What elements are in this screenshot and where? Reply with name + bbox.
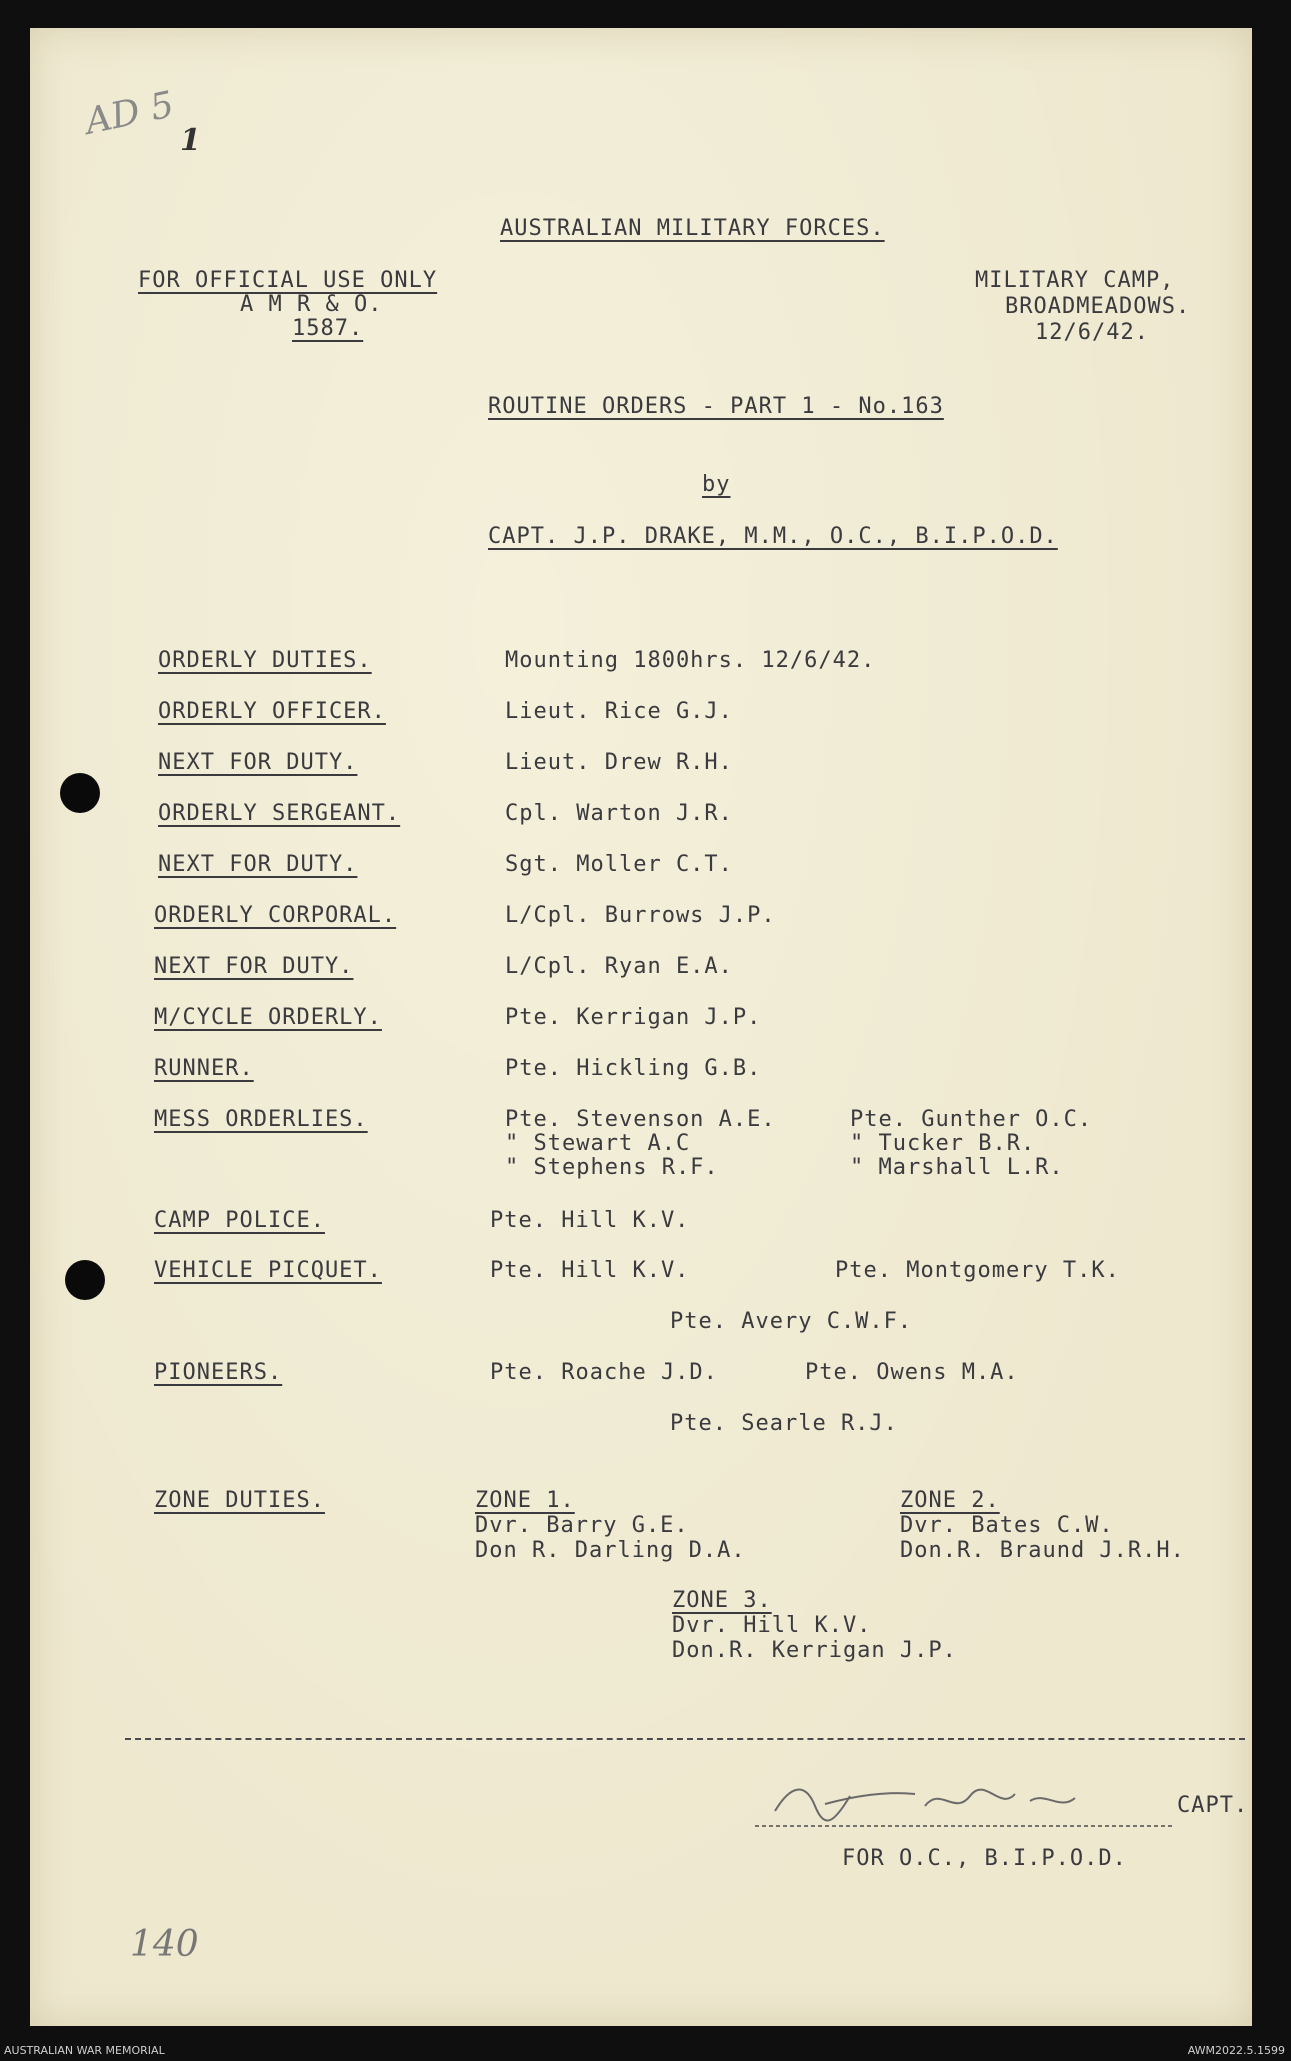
mess-col1-line: " Stewart A.C <box>505 1131 691 1156</box>
margin-note-top-left: AD 5 <box>81 84 178 143</box>
footer-left: AUSTRALIAN WAR MEMORIAL <box>4 2044 165 2057</box>
pioneers-value: Pte. Owens M.A. <box>805 1360 1019 1385</box>
margin-note-bottom-left: 140 <box>130 1924 199 1965</box>
duty-label: NEXT FOR DUTY. <box>158 750 358 775</box>
mess-col2-line: " Tucker B.R. <box>850 1131 1036 1156</box>
duty-label: ORDERLY OFFICER. <box>158 699 386 724</box>
heading: AUSTRALIAN MILITARY FORCES. <box>500 216 885 241</box>
camp-line2: BROADMEADOWS. <box>1005 294 1191 319</box>
duty-label: ORDERLY CORPORAL. <box>154 903 397 928</box>
zone3-line: Don.R. Kerrigan J.P. <box>672 1638 957 1663</box>
duty-value: Pte. Kerrigan J.P. <box>505 1005 762 1030</box>
vehicle-picquet-value: Pte. Avery C.W.F. <box>670 1309 913 1334</box>
duty-label: ORDERLY DUTIES. <box>158 648 372 673</box>
signature <box>755 1766 1175 1836</box>
official-use-line3: 1587. <box>292 316 364 341</box>
zone3-line: Dvr. Hill K.V. <box>672 1613 872 1638</box>
zone3-title: ZONE 3. <box>672 1588 772 1613</box>
zone1-title: ZONE 1. <box>475 1488 575 1513</box>
zone2-line: Dvr. Bates C.W. <box>900 1513 1114 1538</box>
margin-note-number: 1 <box>180 123 201 158</box>
orders-title: ROUTINE ORDERS - PART 1 - No.163 <box>488 394 944 419</box>
camp-police-value: Pte. Hill K.V. <box>490 1208 690 1233</box>
camp-line1: MILITARY CAMP, <box>975 268 1175 293</box>
punch-hole <box>60 773 100 813</box>
camp-police-label: CAMP POLICE. <box>154 1208 325 1233</box>
signature-rank: CAPT. <box>1177 1793 1249 1818</box>
mess-col2-line: " Marshall L.R. <box>850 1155 1064 1180</box>
officer-line: CAPT. J.P. DRAKE, M.M., O.C., B.I.P.O.D. <box>488 524 1058 549</box>
footer-right: AWM2022.5.1599 <box>1187 2044 1285 2057</box>
zone2-title: ZONE 2. <box>900 1488 1000 1513</box>
duty-value: Cpl. Warton J.R. <box>505 801 733 826</box>
duty-value: Sgt. Moller C.T. <box>505 852 733 877</box>
vehicle-picquet-value: Pte. Hill K.V. <box>490 1258 690 1283</box>
signature-for-line: FOR O.C., B.I.P.O.D. <box>842 1846 1127 1871</box>
by-line: by <box>702 472 731 497</box>
duty-value: Lieut. Drew R.H. <box>505 750 733 775</box>
official-use-line2: A M R & O. <box>240 292 383 317</box>
mess-label: MESS ORDERLIES. <box>154 1107 368 1132</box>
duty-value: L/Cpl. Ryan E.A. <box>505 954 733 979</box>
divider-line <box>125 1738 1245 1740</box>
duty-label: NEXT FOR DUTY. <box>154 954 354 979</box>
pioneers-value: Pte. Roache J.D. <box>490 1360 718 1385</box>
document-page <box>30 28 1252 2026</box>
mess-col1-line: " Stephens R.F. <box>505 1155 719 1180</box>
duty-label: ORDERLY SERGEANT. <box>158 801 401 826</box>
zone2-line: Don.R. Braund J.R.H. <box>900 1538 1185 1563</box>
official-use-line1: FOR OFFICIAL USE ONLY <box>138 268 438 293</box>
zone1-line: Dvr. Barry G.E. <box>475 1513 689 1538</box>
duty-label: M/CYCLE ORDERLY. <box>154 1005 382 1030</box>
zone-duties-label: ZONE DUTIES. <box>154 1488 325 1513</box>
vehicle-picquet-value: Pte. Montgomery T.K. <box>835 1258 1120 1283</box>
mess-col2-line: Pte. Gunther O.C. <box>850 1107 1093 1132</box>
camp-date: 12/6/42. <box>1035 320 1149 345</box>
pioneers-label: PIONEERS. <box>154 1360 283 1385</box>
pioneers-value: Pte. Searle R.J. <box>670 1411 898 1436</box>
mess-col1-line: Pte. Stevenson A.E. <box>505 1107 776 1132</box>
duty-label: RUNNER. <box>154 1056 254 1081</box>
duty-value: L/Cpl. Burrows J.P. <box>505 903 776 928</box>
duty-value: Pte. Hickling G.B. <box>505 1056 762 1081</box>
punch-hole <box>65 1260 105 1300</box>
zone1-line: Don R. Darling D.A. <box>475 1538 746 1563</box>
vehicle-picquet-label: VEHICLE PICQUET. <box>154 1258 382 1283</box>
duty-label: NEXT FOR DUTY. <box>158 852 358 877</box>
duty-value: Mounting 1800hrs. 12/6/42. <box>505 648 876 673</box>
duty-value: Lieut. Rice G.J. <box>505 699 733 724</box>
